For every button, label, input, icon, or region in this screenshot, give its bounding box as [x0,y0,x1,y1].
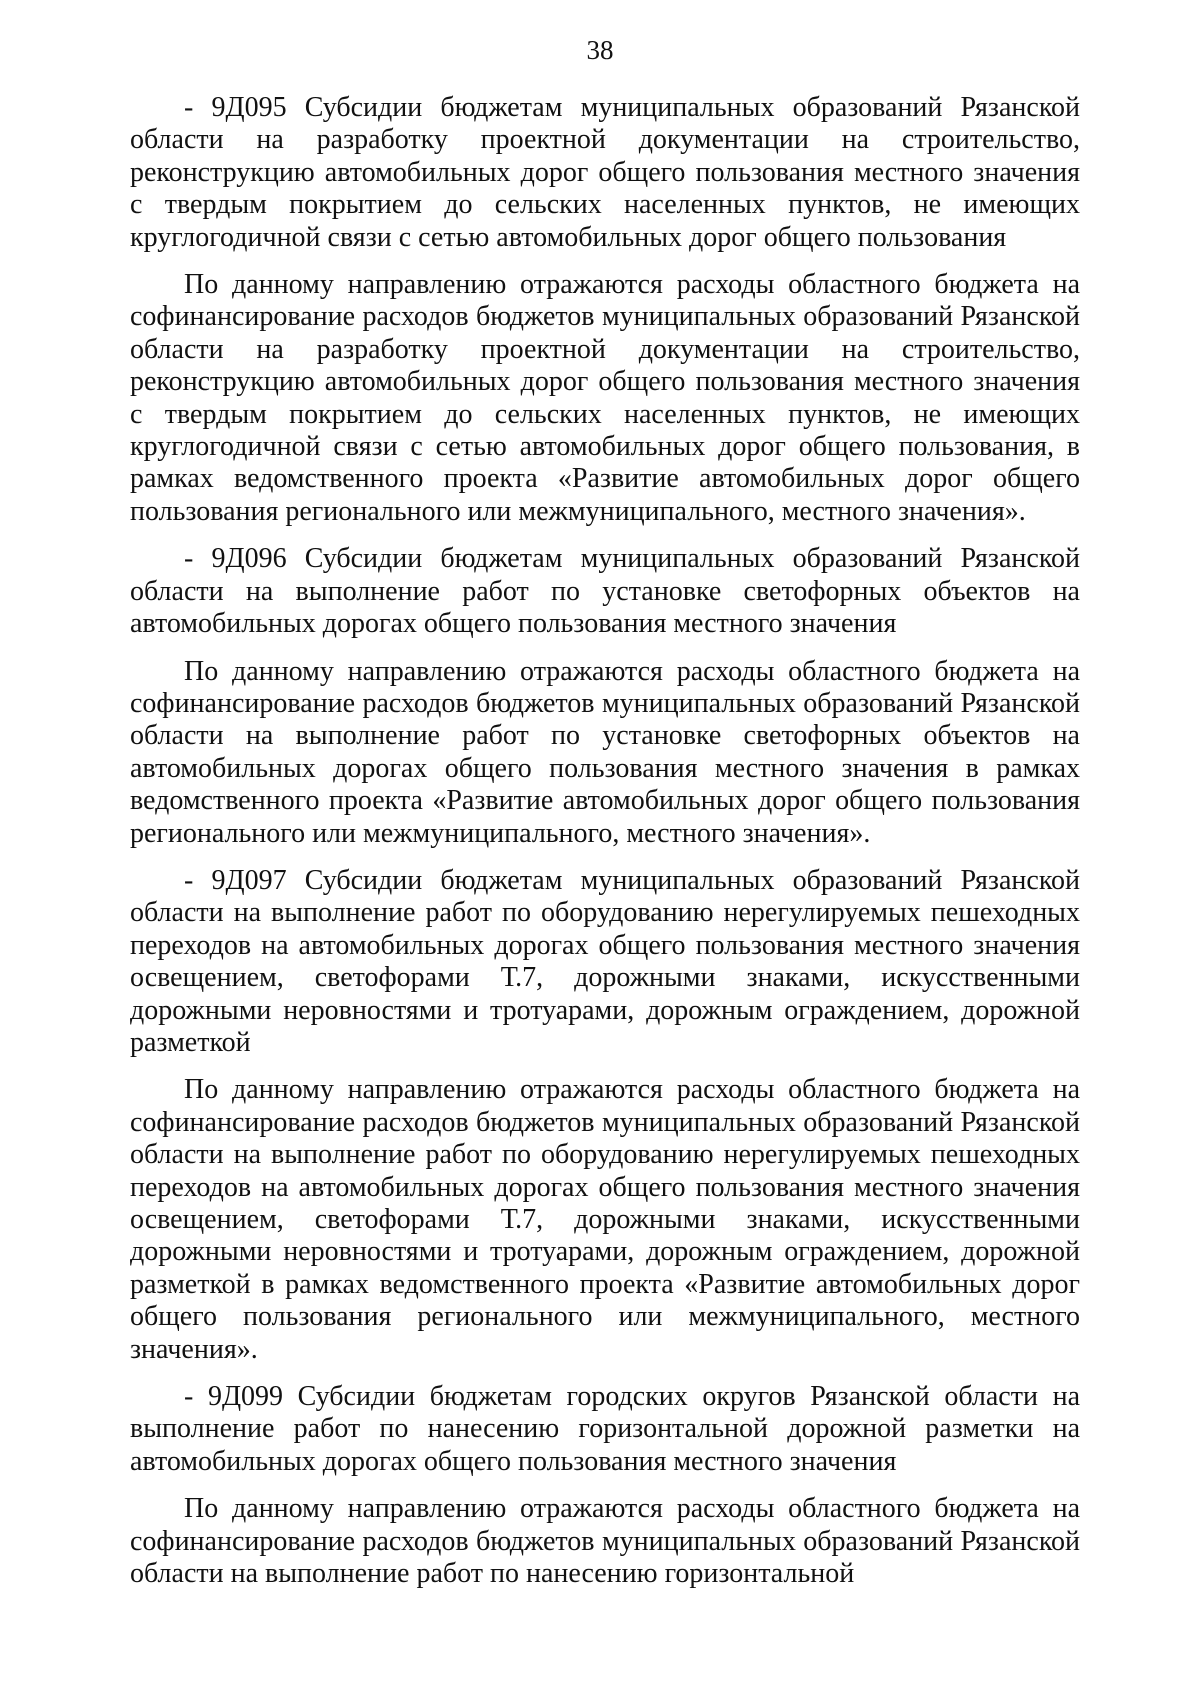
section-description-9d096: По данному направлению отражаются расходы областного бюджета на софинансирование расходов бюджетов муниципальных образований Рязанской области на выполнение работ по установке светофорных объектов на автомобильных дорогах общего пользования местного значения в рамках ведомственного проекта «Развитие автомобильных дорог общего пользования регионального или межмуниципального, местного значения». [130,655,1080,849]
page-number: 38 [586,35,614,65]
section-heading-9d095: - 9Д095 Субсидии бюджетам муниципальных образований Рязанской области на разработку проектной документации на строительство, реконструкцию автомобильных дорог общего пользования местного значения с твердым покрытием до сельских населенных пунктов, не имеющих круглогодичной связи с сетью автомобильных дорог общего пользования [130,92,1080,253]
document-body [130,92,1080,1605]
section-heading-9d099: - 9Д099 Субсидии бюджетам городских округов Рязанской области на выполнение работ по нанесению горизонтальной дорожной разметки на автомобильных дорогах общего пользования местного значения [130,1381,1080,1477]
section-description-9d099: По данному направлению отражаются расходы областного бюджета на софинансирование расходов бюджетов муниципальных образований Рязанской области на выполнение работ по нанесению горизонтальной [130,1493,1080,1590]
section-heading-9d097: - 9Д097 Субсидии бюджетам муниципальных образований Рязанской области на выполнение работ по оборудованию нерегулируемых пешеходных переходов на автомобильных дорогах общего пользования местного значения освещением, светофорами Т.7, дорожными знаками, искусственными дорожными неровностями и тротуарами, дорожным ограждением, дорожной разметкой [130,864,1080,1058]
section-description-9d097: По данному направлению отражаются расходы областного бюджета на софинансирование расходов бюджетов муниципальных образований Рязанской области на выполнение работ по оборудованию нерегулируемых пешеходных переходов на автомобильных дорогах общего пользования местного значения освещением, светофорами Т.7, дорожными знаками, искусственными дорожными неровностями и тротуарами, дорожным ограждением, дорожной разметкой в рамках ведомственного проекта «Развитие автомобильных дорог общего пользования регионального или межмуниципального, местного значения». [130,1074,1080,1365]
section-heading-9d096: - 9Д096 Субсидии бюджетам муниципальных образований Рязанской области на выполнение работ по установке светофорных объектов на автомобильных дорогах общего пользования местного значения [130,543,1080,640]
section-description-9d095: По данному направлению отражаются расходы областного бюджета на софинансирование расходов бюджетов муниципальных образований Рязанской области на разработку проектной документации на строительство, реконструкцию автомобильных дорог общего пользования местного значения с твердым покрытием до сельских населенных пунктов, не имеющих круглогодичной связи с сетью автомобильных дорог общего пользования, в рамках ведомственного проекта «Развитие автомобильных дорог общего пользования регионального или межмуниципального, местного значения». [130,269,1080,527]
